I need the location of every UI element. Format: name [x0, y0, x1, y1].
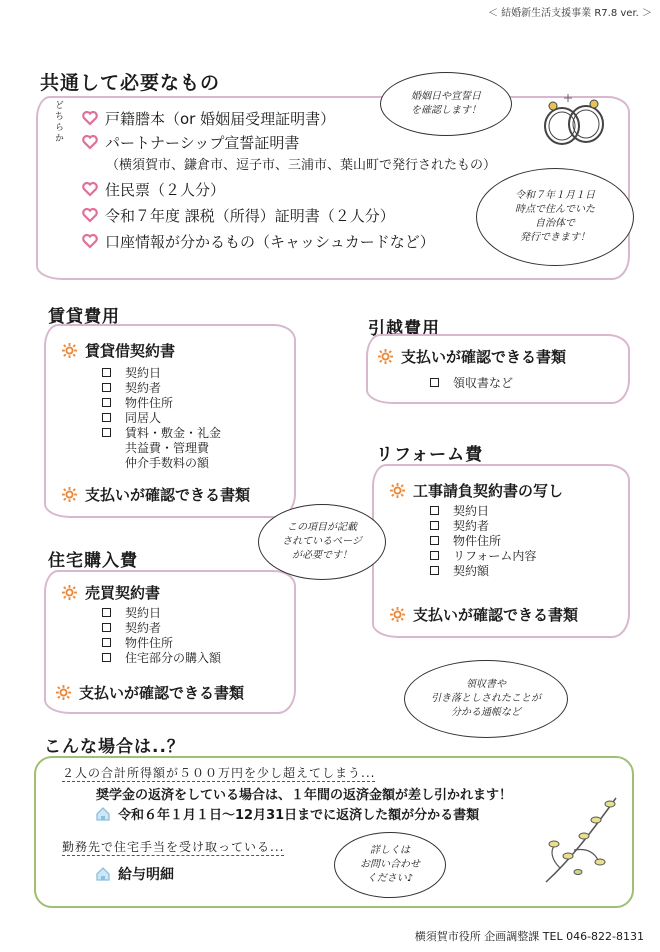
rent-check-list [102, 366, 221, 471]
sun-icon [62, 487, 77, 502]
reform-payment [390, 604, 578, 625]
case2-doc [96, 864, 174, 884]
case1-title: ２人の合計所得額が５００万円を少し超えてしまう... [62, 766, 376, 780]
partnership-note: （横須賀市、鎌倉市、逗子市、三浦市、葉山町で発行されたもの） [106, 158, 497, 173]
checkbox-icon [102, 653, 111, 662]
item-text: 口座情報が分かるもの（キャッシュカードなど） [105, 232, 435, 251]
heart-icon [82, 134, 98, 150]
marriage-date-bubble: 婚姻日や宣誓日 を確認します！ [380, 72, 512, 136]
flower-branch-icon [540, 790, 624, 890]
list-item: 契約者 [430, 519, 536, 534]
reform-title: リフォーム費 [376, 445, 484, 465]
list-item: 共益費・管理費 [125, 441, 210, 455]
checkbox-icon [430, 566, 439, 575]
cases-title: こんな場合は..？ [44, 737, 185, 757]
list-item: リフォーム内容 [430, 549, 536, 564]
purchase-contract-label: 売買契約書 [85, 584, 161, 602]
version-label: ＜ 結婚新生活支援事業 R7.8 ver. ＞ [487, 8, 652, 19]
rent-contract [62, 340, 175, 361]
sun-icon [62, 585, 77, 600]
rent-payment [62, 484, 250, 505]
sun-icon [390, 607, 405, 622]
list-item: 領収書など [430, 376, 513, 391]
list-item: 契約日 [102, 366, 221, 381]
list-item: 仲介手数料の額 [125, 456, 210, 470]
page-required-bubble: この項目が記載 されているページ が必要です！ [258, 504, 386, 580]
moving-frame [366, 334, 630, 404]
list-item: 物件住所 [102, 636, 221, 651]
sun-icon [62, 343, 77, 358]
rings-icon [538, 88, 614, 150]
item-text: 令和７年度 課税（所得）証明書（２人分） [105, 206, 395, 225]
heart-icon [82, 207, 98, 223]
checkbox-icon [430, 536, 439, 545]
common-title: 共通して必要なもの [40, 72, 221, 94]
list-item [82, 106, 602, 130]
item-text: 住民票（２人分） [105, 180, 226, 199]
purchase-check-list [102, 606, 221, 666]
case2-title: 勤務先で住宅手当を受け取っている... [62, 840, 285, 854]
list-item: 契約額 [430, 564, 536, 579]
heart-icon [82, 110, 98, 126]
purchase-payment [56, 682, 244, 703]
case1-doc-label: 令和６年１月１日～12月31日までに返済した額が分かる書類 [118, 808, 480, 823]
item-text: 戸籍謄本（or 婚姻届受理証明書） [105, 109, 336, 128]
list-item: 同居人 [102, 411, 221, 426]
checkbox-icon [430, 551, 439, 560]
checkbox-icon [102, 398, 111, 407]
house-icon [96, 807, 110, 821]
sun-icon [390, 483, 405, 498]
checkbox-icon [430, 378, 439, 387]
list-item: 物件住所 [430, 534, 536, 549]
residence-bubble: 令和７年１月１日 時点で住んでいた 自治体で 発行できます！ [476, 168, 634, 266]
list-item: 物件住所 [102, 396, 221, 411]
heart-icon [82, 233, 98, 249]
moving-title: 引越費用 [368, 319, 440, 339]
house-icon [96, 867, 110, 881]
sun-icon [378, 349, 393, 364]
checkbox-icon [102, 623, 111, 632]
list-item: 賃料・敷金・礼金 [102, 426, 221, 441]
list-item [82, 130, 602, 154]
checkbox-icon [102, 368, 111, 377]
rent-title: 賃貸費用 [48, 307, 120, 327]
list-item: 契約者 [102, 621, 221, 636]
reform-contract-label: 工事請負契約書の写し [413, 482, 564, 500]
contact-bubble: 詳しくは お問い合わせ ください♪ [334, 832, 446, 898]
list-item: 契約日 [102, 606, 221, 621]
purchase-contract [62, 582, 160, 603]
checkbox-icon [102, 608, 111, 617]
either-label: どちらか [53, 100, 63, 144]
reform-payment-label: 支払いが確認できる書類 [413, 606, 579, 624]
moving-payment [378, 346, 566, 367]
list-item: 住宅部分の購入額 [102, 651, 221, 666]
sun-icon [56, 685, 71, 700]
checkbox-icon [102, 428, 111, 437]
reform-check-list [430, 504, 536, 579]
checkbox-icon [102, 638, 111, 647]
reform-contract [390, 480, 563, 501]
checkbox-icon [102, 383, 111, 392]
list-item: 契約日 [430, 504, 536, 519]
moving-check-list [430, 376, 513, 391]
moving-payment-label: 支払いが確認できる書類 [401, 348, 567, 366]
checkbox-icon [102, 413, 111, 422]
purchase-payment-label: 支払いが確認できる書類 [79, 684, 245, 702]
heart-icon [82, 181, 98, 197]
footer-contact: 横須賀市役所 企画調整課 TEL 046-822-8131 [414, 930, 644, 943]
receipt-bubble: 領収書や 引き落としされたことが 分かる通帳など [404, 660, 568, 738]
rent-contract-label: 賃貸借契約書 [85, 342, 176, 360]
list-item: 契約者 [102, 381, 221, 396]
rent-payment-label: 支払いが確認できる書類 [85, 486, 251, 504]
case1-doc [96, 804, 479, 823]
case1-text: 奨学金の返済をしている場合は、１年間の返済金額が差し引かれます！ [96, 788, 513, 803]
checkbox-icon [430, 506, 439, 515]
checkbox-icon [430, 521, 439, 530]
purchase-title: 住宅購入費 [48, 551, 138, 571]
item-text: パートナーシップ宣誓証明書 [105, 133, 300, 152]
case2-doc-label: 給与明細 [118, 867, 174, 883]
